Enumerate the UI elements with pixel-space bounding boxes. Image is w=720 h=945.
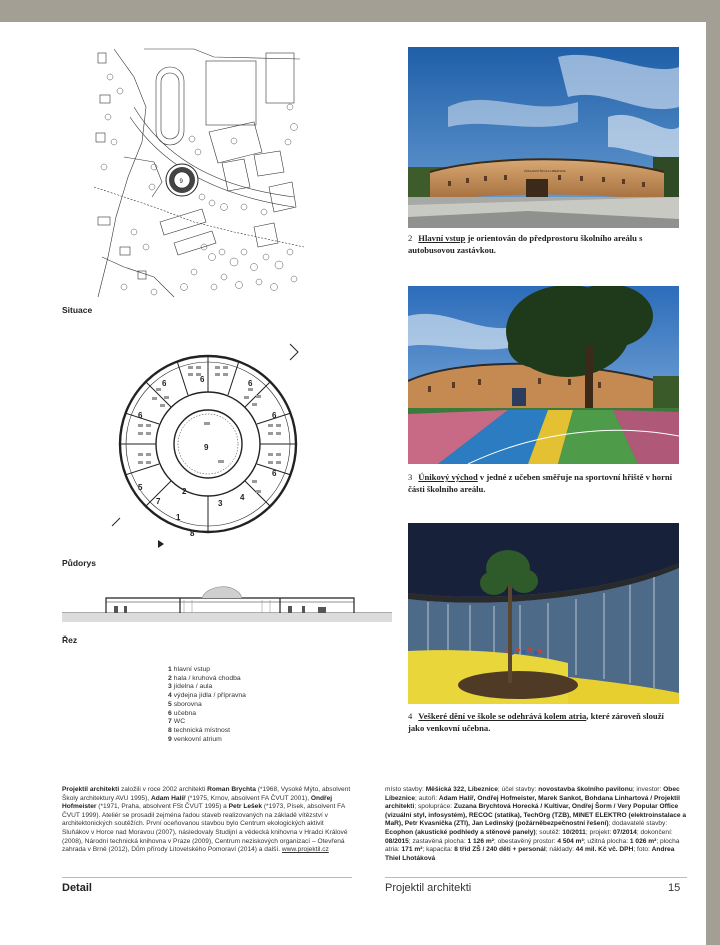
site-plan-number: 9 <box>179 179 183 185</box>
caption-3-link[interactable]: Únikový východ <box>418 472 478 482</box>
caption-3: 3 Únikový východ v jedné z učeben směřuje na sportovní hřiště v horní části školního areálu. <box>408 472 673 494</box>
caption-4-link[interactable]: Veškeré dění ve škole se odehrává kolem atria <box>418 711 587 721</box>
floor-plan <box>108 340 308 550</box>
section-drawing <box>62 578 392 624</box>
room-number: 6 <box>138 411 143 420</box>
caption-4: 4 Veškeré dění ve škole se odehrává kolem atria, které zároveň slouží jako venkovní učebna. <box>408 711 664 733</box>
section-label: Řez <box>62 635 78 645</box>
room-number: 6 <box>272 411 277 420</box>
caption-2-link[interactable]: Hlavní vstup <box>418 233 466 243</box>
room-number: 7 <box>156 497 161 506</box>
room-number: 6 <box>248 379 253 388</box>
legend-item: 6 učebna <box>168 709 197 717</box>
room-number: 6 <box>200 375 205 384</box>
legend-item: 8 technická místnost <box>168 726 231 734</box>
room-number: 9 <box>204 443 209 452</box>
legend-item: 2 hala / kruhová chodba <box>168 674 241 682</box>
room-number: 2 <box>182 487 187 496</box>
footer-section: Detail <box>62 882 92 894</box>
room-number: 3 <box>218 499 223 508</box>
photo-atrium <box>408 523 679 704</box>
page-number: 15 <box>668 882 681 894</box>
school-sign: ZÁKLADNÍ ŠKOLA LIBEZNICE <box>524 169 566 173</box>
photo-main-entrance <box>408 47 679 228</box>
architects-bio: Projektil architekti založili v roce 2002 architekti Roman Brychta (*1968, Vysoké Mýto, absolvent Školy architektury AVU 1995), Adam Halíř (*1975, Krnov, absolvent FA ČVUT 2001), Ondřej Hofmeister (*1971, Praha, absolvent FSt ČVUT 1995) a Petr Lešek (*1973, Písek, absolvent FA ČVUT 1999). Ateliér se prosadil zejména řadou staveb realizovaných na základě vítězství v architektonických soutěžích. První oceňovanou stavbou bylo Centrum ekologických aktivit Sluňákov v Horce nad Moravou (2007), následovaly Studijní a vědecká knihovna v Hradci Králové (2008), Národní technická knihovna v Praze (2009), Centrum neziskových organizací – Otevřená zahrada v Brně (2012), Dům přírody Litovelského Pomoraví (2014) a další. www.projektil.cz <box>62 786 351 854</box>
footer-rule <box>385 877 687 878</box>
room-number: 8 <box>190 529 195 538</box>
legend <box>168 666 246 744</box>
legend-item: 5 sborovna <box>168 700 202 708</box>
website-link[interactable]: www.projektil.cz <box>281 846 329 854</box>
room-number: 6 <box>162 379 167 388</box>
room-number: 6 <box>272 469 277 478</box>
footer-rule <box>62 877 352 878</box>
legend-item: 1 hlavní vstup <box>168 666 211 673</box>
footer-title: Projektil architekti <box>385 882 472 894</box>
room-number: 5 <box>138 483 143 492</box>
legend-item: 7 WC <box>168 718 186 726</box>
legend-item: 4 výdejna jídla / přípravna <box>168 692 246 700</box>
legend-item: 9 venkovní atrium <box>168 735 222 743</box>
floor-plan-label: Půdorys <box>62 558 97 568</box>
site-plan-label: Situace <box>62 305 93 315</box>
site-plan <box>94 47 306 299</box>
legend-item: 3 jídelna / aula <box>168 683 213 691</box>
caption-2: 2 Hlavní vstup je orientován do předprostoru školního areálu s autobusovou zastávkou. <box>408 233 643 255</box>
room-number: 1 <box>176 513 181 522</box>
room-number: 4 <box>240 493 245 502</box>
photo-emergency-exit <box>408 286 679 464</box>
project-info: místo stavby: Měšická 322, Líbeznice; účel stavby: novostavba školního pavilonu; investor: Obec Líbeznice; autoři: Adam Halíř, Ondřej Hofmeister, Marek Sankot, Bohdana Linhartová / Projektil architekti; spolupráce: Zuzana Brychtová Horecká / Kultivar, Ondřej Šorm / Very Popular Office (vizuální styl, infosystém), RECOC (statika), TechOrg (TZB), MINET ELEKTRO (elektroinstalace a MaR), Petr Kvasnička (ZTI), Jan Ledinský (požárněbezpečnostní řešení); dodavatelé stavby: Ecophon (akustické podhledy a stěnové panely); soutěž: 10/2011; projekt: 07/2014; dokončení: 08/2015; zastavěná plocha: 1 126 m²; obestavěný prostor: 4 504 m³; užitná plocha: 1 026 m²; plocha atria: 171 m²; kapacita: 8 tříd ZŠ / 240 dětí + personál; náklady: 44 mil. Kč vč. DPH; foto: Andrea Thiel Lhotáková <box>385 786 687 862</box>
